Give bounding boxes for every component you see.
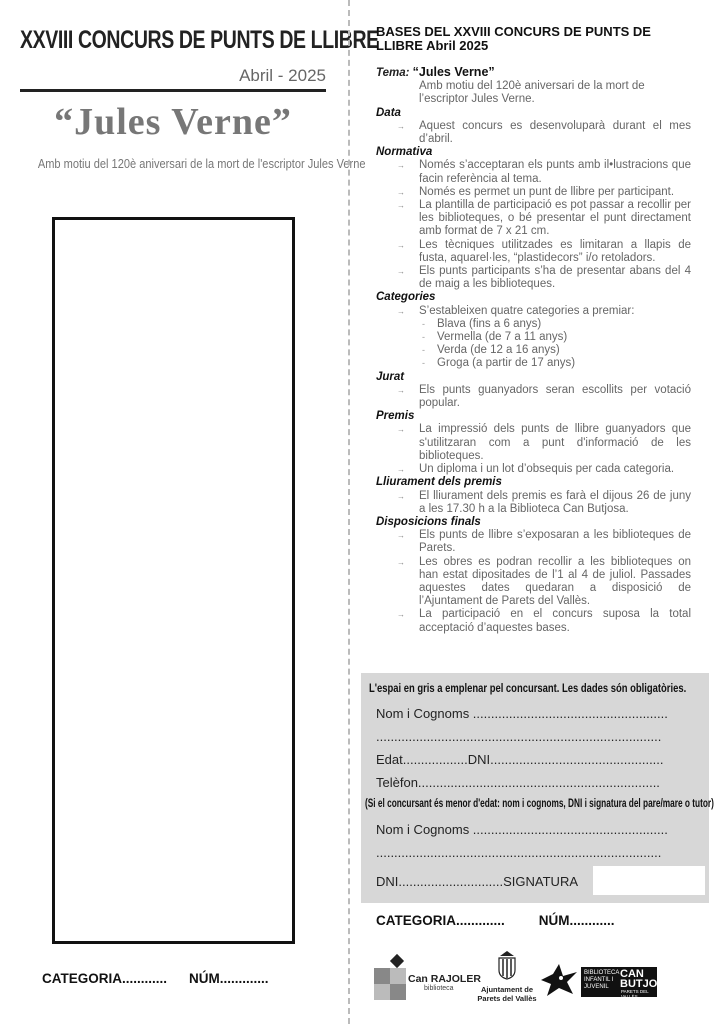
- category-item: - Verda (de 12 a 16 anys): [376, 344, 691, 357]
- contest-date: Abril - 2025: [239, 66, 326, 85]
- guardian-name-continued[interactable]: ...............................................................................: [376, 845, 662, 860]
- dni-signature-field[interactable]: DNI.............................SIGNATURA: [376, 874, 579, 889]
- contest-title: XXVIII CONCURS DE PUNTS DE LLIBRE: [20, 26, 379, 54]
- name-field-continued[interactable]: ...............................................................................: [376, 729, 662, 744]
- disposicions-heading: Disposicions finals: [376, 515, 481, 528]
- list-item: → S’estableixen quatre categories a premiar:: [376, 305, 691, 318]
- guardian-name-field[interactable]: Nom i Cognoms ......................................................: [376, 822, 668, 837]
- data-heading: Data: [376, 106, 401, 119]
- category-item: - Vermella (de 7 a 11 anys): [376, 331, 691, 344]
- left-footer: [42, 971, 269, 986]
- tema-description: Amb motiu del 120è aniversari de la mort de l’escriptor Jules Verne.: [419, 80, 645, 106]
- left-categoria-field[interactable]: CATEGORIA............: [42, 971, 168, 986]
- jurat-section: [376, 371, 691, 411]
- lliurament-heading: Lliurament dels premis: [376, 476, 502, 489]
- participant-form: [361, 673, 714, 903]
- lliurament-section: [376, 476, 691, 516]
- age-dni-field[interactable]: Edat..................DNI................................................: [376, 752, 664, 767]
- rules-title: BASES DEL XXVIII CONCURS DE PUNTS DE LLIBRE Abril 2025: [376, 24, 651, 53]
- list-item: → Aquest concurs es desenvoluparà durant el mes d’abril.: [376, 120, 691, 146]
- premis-section: [376, 410, 691, 476]
- phone-field[interactable]: Telèfon...................................................................: [376, 775, 660, 790]
- left-num-field[interactable]: NÚM.............: [189, 971, 269, 986]
- tema-value: “Jules Verne”: [412, 65, 495, 79]
- list-item: → Els punts guanyadors seran escollits per votació popular.: [376, 384, 691, 410]
- minor-note: (Si el concursant és menor d'edat: nom i cognoms, DNI i signatura del pare/mare o tutor): [365, 798, 714, 810]
- right-footer: [376, 913, 615, 928]
- signature-box[interactable]: [593, 866, 705, 895]
- right-categoria-field[interactable]: CATEGORIA.............: [376, 913, 505, 928]
- can-butjosa-logo: [581, 967, 673, 999]
- premis-heading: Premis: [376, 410, 415, 423]
- form-note: L'espai en gris a emplenar pel concursant. Les dades són obligatòries.: [369, 683, 687, 695]
- normativa-heading: Normativa: [376, 146, 433, 159]
- bird-icon: [539, 962, 579, 1000]
- theme-title: “Jules Verne”: [54, 101, 292, 143]
- tema-label: Tema:: [376, 67, 410, 79]
- ajuntament-name: Ajuntament de Parets del Vallès: [477, 985, 537, 1003]
- list-item: → El lliurament dels premis es farà el dijous 26 de juny a les 17.30 h a la Biblioteca Can Butjosa.: [376, 490, 691, 516]
- list-item: → Les tècniques utilitzades es limitaran a llapis de fusta, aquarel·les, “plastidecors” i/o retoladors.: [376, 239, 691, 265]
- title-rule: [20, 89, 326, 92]
- crest-icon: [496, 950, 518, 980]
- list-item: → Només es permet un punt de llibre per participant.: [376, 186, 691, 199]
- tema-section: [376, 66, 691, 107]
- normativa-section: [376, 146, 691, 291]
- list-item: → Les obres es podran recollir a les biblioteques on han estat dipositades de l’1 al 4 de juliol. Passades aquestes dates quedaran a disposició de l’Ajuntament de Parets del Vallès.: [376, 556, 691, 609]
- jurat-heading: Jurat: [376, 370, 405, 383]
- category-item: - Groga (a partir de 17 anys): [376, 357, 691, 370]
- bib-line3: PARETS DEL VALLÈS: [621, 989, 649, 999]
- bookmark-drawing-area[interactable]: [52, 217, 295, 944]
- rajoler-name: Can RAJOLER: [408, 973, 481, 985]
- data-section: [376, 107, 691, 147]
- rules-section: [376, 25, 691, 635]
- list-item: → Els punts de llibre s’exposaran a les biblioteques de Parets.: [376, 529, 691, 555]
- can-rajoler-logo: [372, 952, 481, 1007]
- list-item: → La participació en el concurs suposa la total acceptació d’aquestes bases.: [376, 608, 691, 634]
- list-item: → Només s’acceptaran els punts amb il•lustracions que facin referència al tema.: [376, 159, 691, 185]
- categories-section: [376, 291, 691, 370]
- bib-line1: BIBLIOTECA INFANTIL I JUVENIL: [584, 970, 620, 990]
- bib-line2: CAN BUTJOSA: [620, 968, 673, 990]
- list-item: → La plantilla de participació es pot passar a recollir per les biblioteques, o bé presentar el punt directament amb format de 7 x 21 cm.: [376, 199, 691, 239]
- theme-subtitle: Amb motiu del 120è aniversari de la mort de l'escriptor Jules Verne: [37, 156, 366, 171]
- list-item: → Els punts participants s’ha de presentar abans del 4 de maig a les biblioteques.: [376, 265, 691, 291]
- right-num-field[interactable]: NÚM............: [538, 913, 615, 928]
- cut-line: [348, 0, 350, 1024]
- ajuntament-logo: [476, 950, 538, 1010]
- name-field[interactable]: Nom i Cognoms ......................................................: [376, 706, 668, 721]
- list-item: → Un diploma i un lot d’obsequis per cada categoria.: [376, 463, 691, 476]
- category-item: - Blava (fins a 6 anys): [376, 318, 691, 331]
- disposicions-section: [376, 516, 691, 635]
- list-item: → La impressió dels punts de llibre guanyadors que s'utilitzaran com a punt d'informació de les biblioteques.: [376, 423, 691, 463]
- rajoler-sub: biblioteca: [424, 985, 454, 992]
- categories-heading: Categories: [376, 291, 436, 304]
